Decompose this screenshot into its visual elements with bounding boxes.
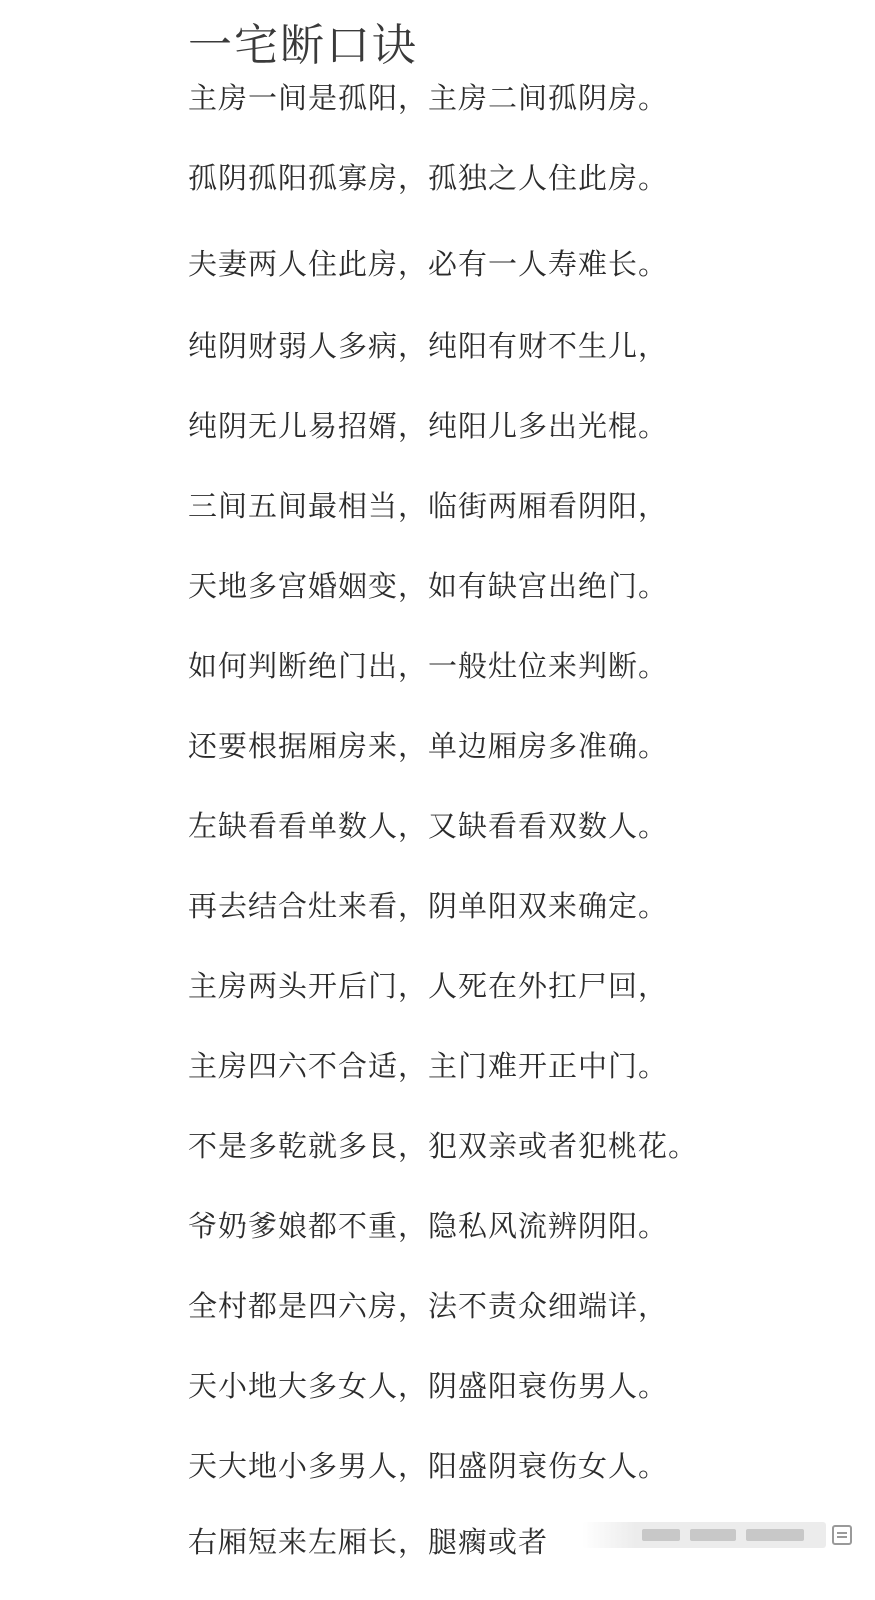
document-title: 一宅断口诀 bbox=[188, 20, 418, 71]
watermark-mark bbox=[642, 1529, 680, 1541]
poem-line: 夫妻两人住此房，必有一人寿难长。 bbox=[188, 247, 669, 281]
poem-line: 主房四六不合适，主门难开正中门。 bbox=[188, 1049, 669, 1083]
poem-line: 如何判断绝门出，一般灶位来判断。 bbox=[188, 649, 669, 683]
poem-line: 三间五间最相当，临街两厢看阴阳， bbox=[188, 489, 669, 523]
poem-line: 天小地大多女人，阴盛阳衰伤男人。 bbox=[188, 1369, 669, 1403]
poem-line: 左缺看看单数人，又缺看看双数人。 bbox=[188, 809, 669, 843]
poem-line: 还要根据厢房来，单边厢房多准确。 bbox=[188, 729, 669, 763]
poem-line: 再去结合灶来看，阴单阳双来确定。 bbox=[188, 889, 669, 923]
poem-line: 全村都是四六房，法不责众细端详， bbox=[188, 1289, 669, 1323]
poem-line: 孤阴孤阳孤寡房，孤独之人住此房。 bbox=[188, 161, 669, 195]
watermark-overlay bbox=[582, 1518, 852, 1552]
watermark-mark bbox=[746, 1529, 804, 1541]
poem-line: 不是多乾就多艮，犯双亲或者犯桃花。 bbox=[188, 1129, 699, 1163]
poem-line: 爷奶爹娘都不重，隐私风流辨阴阳。 bbox=[188, 1209, 669, 1243]
poem-line: 天地多宫婚姻变，如有缺宫出绝门。 bbox=[188, 569, 669, 603]
poem-line: 主房一间是孤阳，主房二间孤阴房。 bbox=[188, 81, 669, 115]
poem-line: 天大地小多男人，阳盛阴衰伤女人。 bbox=[188, 1449, 669, 1483]
poem-line: 纯阴财弱人多病，纯阳有财不生儿， bbox=[188, 329, 669, 363]
watermark-logo-icon bbox=[832, 1525, 852, 1545]
poem-line: 纯阴无儿易招婿，纯阳儿多出光棍。 bbox=[188, 409, 669, 443]
poem-line-partial: 右厢短来左厢长，腿瘸或者 bbox=[188, 1525, 549, 1559]
poem-line: 主房两头开后门，人死在外扛尸回， bbox=[188, 969, 669, 1003]
poem-lines bbox=[188, 80, 788, 1600]
watermark-mark bbox=[690, 1529, 736, 1541]
watermark-fade bbox=[582, 1522, 826, 1548]
